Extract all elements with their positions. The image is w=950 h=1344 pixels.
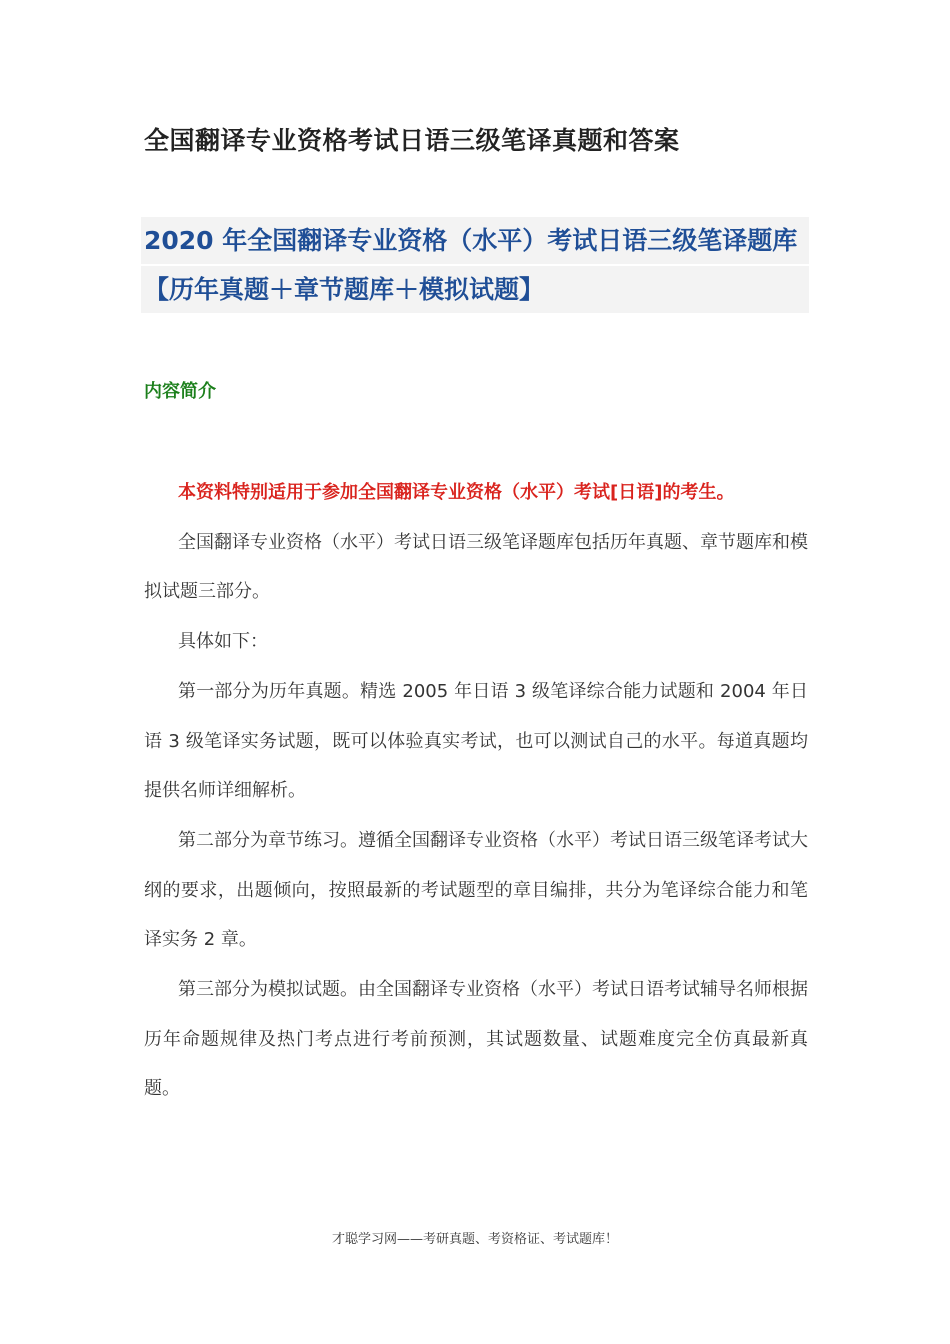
paragraph-details-lead: 具体如下： (178, 631, 268, 653)
section-heading: 内容简介 (144, 381, 216, 402)
paragraph-part-one: 第一部分为历年真题。精选 2005 年日语 3 级笔译综合能力试题和 2004 年日语 3 级笔译实务试题，既可以体验真实考试，也可以测试自己的水平。每道真题均提供名师详细解析。 (144, 680, 808, 802)
book-title (141, 217, 809, 313)
highlight-paragraph: 本资料特别适用于参加全国翻译专业资格（水平）考试[日语]的考生。 (178, 482, 735, 503)
book-title-line-2: 【历年真题＋章节题库＋模拟试题】 (141, 266, 809, 313)
paragraph-part-three: 第三部分为模拟试题。由全国翻译专业资格（水平）考试日语考试辅导名师根据历年命题规律及热门考点进行考前预测，其试题数量、试题难度完全仿真最新真题。 (144, 979, 808, 1100)
paragraph-part-two: 第二部分为章节练习。遵循全国翻译专业资格（水平）考试日语三级笔译考试大纲的要求，出题倾向，按照最新的考试题型的章目编排，共分为笔译综合能力和笔译实务 2 章。 (144, 829, 808, 951)
body-text (144, 468, 808, 1114)
page-footer: 才聪学习网——考研真题、考资格证、考试题库！ (331, 1232, 618, 1247)
paragraph-intro: 全国翻译专业资格（水平）考试日语三级笔译题库包括历年真题、章节题库和模拟试题三部分。 (144, 531, 808, 603)
page-title: 全国翻译专业资格考试日语三级笔译真题和答案 (144, 126, 680, 155)
book-title-line-1: 2020 年全国翻译专业资格（水平）考试日语三级笔译题库 (141, 217, 809, 264)
